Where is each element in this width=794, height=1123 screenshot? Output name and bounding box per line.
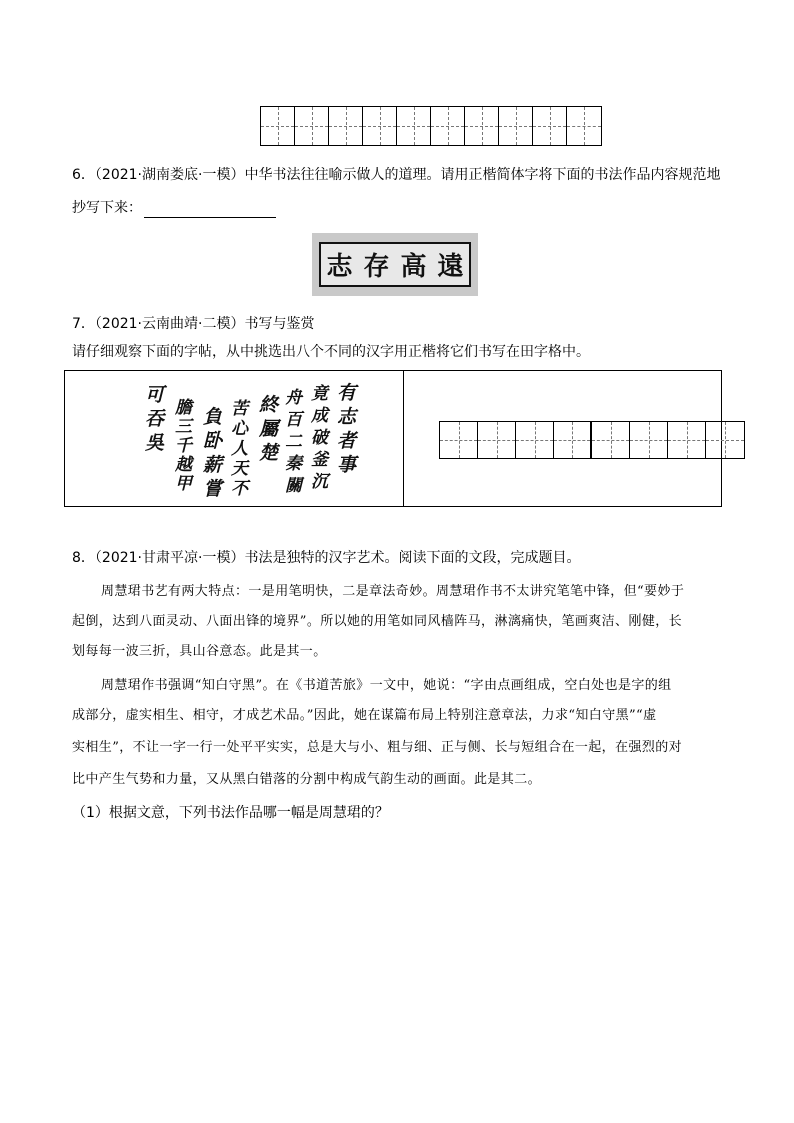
- q8-source: （2021·甘肃平凉·一模）: [94, 550, 245, 566]
- grid-cell[interactable]: [478, 422, 516, 458]
- grid-cell[interactable]: [554, 422, 592, 458]
- q8-passage-line: 周慧珺书艺有两大特点：一是用笔明快，二是章法奇妙。周慧珺作书不太讲究笔笔中锋，但“要妙于: [101, 584, 685, 599]
- q7-number: 7．: [72, 316, 95, 332]
- grid-cell[interactable]: [516, 422, 554, 458]
- grid-cell[interactable]: [329, 107, 363, 145]
- top-writing-grid: [260, 106, 602, 146]
- grid-cell[interactable]: [397, 107, 431, 145]
- calligraphy-char: 高: [400, 252, 427, 282]
- q6-calligraphy-image: [312, 233, 478, 296]
- q7-title: 书写与鉴赏: [244, 316, 315, 332]
- grid-cell[interactable]: [440, 422, 478, 458]
- q8-passage-line: 实相生”，不让一字一行一处平平实实，总是大与小、粗与细、正与侧、长与短组合在一起，在强烈的对: [72, 740, 683, 755]
- q8-text: 书法是独特的汉字艺术。阅读下面的文段，完成题目。: [244, 550, 581, 566]
- calligraphy-column: 負卧薪嘗: [203, 406, 223, 500]
- calligraphy-char: 遠: [437, 252, 464, 282]
- q8-passage-line: 成部分，虚实相生、相守，才成艺术品。”因此，她在谋篇布局上特别注意章法，力求“知白守黑”“虚: [72, 708, 657, 723]
- q6-number: 6．: [72, 167, 95, 183]
- q8-subquestion-1: （1）根据文意，下列书法作品哪一幅是周慧珺的？: [72, 805, 389, 821]
- calligraphy-column: 膽三千越甲: [175, 398, 192, 494]
- q6-answer-blank[interactable]: [144, 201, 276, 218]
- grid-cell[interactable]: [431, 107, 465, 145]
- q8-number: 8．: [72, 550, 95, 566]
- grid-cell[interactable]: [668, 422, 706, 458]
- table-divider: [403, 371, 404, 506]
- grid-cell[interactable]: [363, 107, 397, 145]
- grid-cell[interactable]: [592, 422, 630, 458]
- q6-line1: [72, 165, 720, 185]
- calligraphy-column: 有志者事: [337, 382, 357, 476]
- calligraphy-column: 舟百二秦關: [285, 388, 302, 496]
- grid-cell[interactable]: [499, 107, 533, 145]
- grid-cell[interactable]: [630, 422, 668, 458]
- q6-line2-text: 抄写下来：: [72, 200, 142, 216]
- grid-cell[interactable]: [567, 107, 601, 145]
- calligraphy-char: 志: [326, 252, 353, 282]
- q7-table: [64, 370, 722, 507]
- grid-cell[interactable]: [261, 107, 295, 145]
- calligraphy-column: 可吞吳: [145, 384, 165, 454]
- q7-writing-grid: [439, 421, 745, 459]
- q8-line1: [72, 548, 580, 568]
- q8-passage-line: 起倒，达到八面灵动、八面出锋的境界”。所以她的用笔如同风樯阵马，淋漓痛快，笔画爽洁、刚健，长: [72, 614, 683, 629]
- q7-source: （2021·云南曲靖·二模）: [94, 316, 245, 332]
- calligraphy-column: 竟成破釜沉: [311, 384, 328, 492]
- calligraphy-column: 苦心人天不: [231, 399, 248, 499]
- q8-passage-line: 划每每一波三折，具山谷意态。此是其一。: [72, 644, 327, 659]
- q6-line2: [72, 198, 276, 218]
- q7-instruction: 请仔细观察下面的字帖，从中挑选出八个不同的汉字用正楷将它们书写在田字格中。: [72, 344, 590, 360]
- q6-source: （2021·湖南娄底·一模）: [94, 167, 245, 183]
- grid-cell[interactable]: [706, 422, 744, 458]
- q7-line1: [72, 314, 314, 334]
- calligraphy-char: 存: [363, 252, 390, 282]
- q6-text: 中华书法往往喻示做人的道理。请用正楷简体字将下面的书法作品内容规范地: [244, 167, 721, 183]
- q7-calligraphy-image: [105, 379, 361, 499]
- q8-passage-line: 周慧珺作书强调“知白守黑”。在《书道苦旅》一文中，她说：“字由点画组成，空白处也是字的组: [101, 678, 672, 693]
- grid-cell[interactable]: [465, 107, 499, 145]
- grid-cell[interactable]: [533, 107, 567, 145]
- q8-passage-line: 比中产生气势和力量，又从黑白错落的分割中构成气韵生动的画面。此是其二。: [72, 772, 542, 787]
- grid-cell[interactable]: [295, 107, 329, 145]
- calligraphy-column: 終屬楚: [259, 394, 279, 464]
